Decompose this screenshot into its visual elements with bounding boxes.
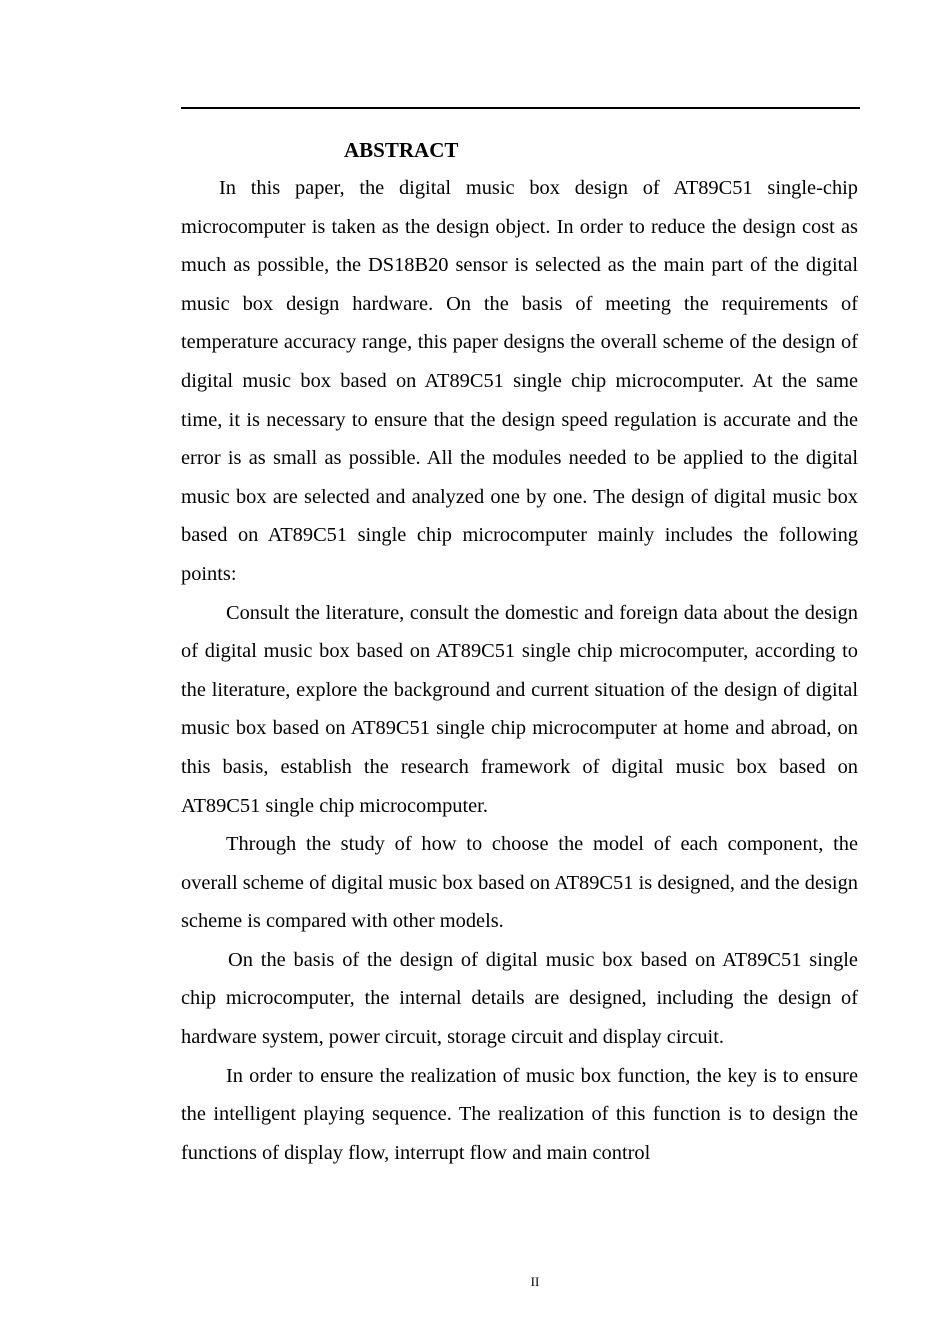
abstract-paragraph-2: Consult the literature, consult the domestic and foreign data about the design of digital music box based on AT89C51 single chip microcomputer, according to the literature, explore the background and current situation of the design of digital music box based on AT89C51 single chip microcomputer at home and abroad, on this basis, establish the research framework of digital music box based on AT89C51 single chip microcomputer. bbox=[181, 601, 858, 817]
abstract-paragraph-1: In this paper, the digital music box design of AT89C51 single-chip microcomputer is taken as the design object. In order to reduce the design cost as much as possible, the DS18B20 sensor is selected as the main part of the digital music box design hardware. On the basis of meeting the requirements of temperature accuracy range, this paper designs the overall scheme of the design of digital music box based on AT89C51 single chip microcomputer. At the same time, it is necessary to ensure that the design speed regulation is accurate and the error is as small as possible. All the modules needed to be applied to the digital music box are selected and analyzed one by one. The design of digital music box based on AT89C51 single chip microcomputer mainly includes the following points: bbox=[181, 177, 858, 585]
abstract-heading: ABSTRACT bbox=[344, 138, 459, 162]
abstract-paragraph-3: Through the study of how to choose the model of each component, the overall scheme of digital music box based on AT89C51 is designed, and the design scheme is compared with other models. bbox=[181, 833, 858, 933]
abstract-paragraph-4: On the basis of the design of digital music box based on AT89C51 single chip microcomputer, the internal details are designed, including the design of hardware system, power circuit, storage circuit and display circuit. bbox=[181, 948, 858, 1049]
page-number: II bbox=[530, 1274, 540, 1289]
abstract-body bbox=[181, 169, 858, 1172]
abstract-paragraph-5: In order to ensure the realization of music box function, the key is to ensure the intelligent playing sequence. The realization of this function is to design the functions of display flow, interrupt flow and main control bbox=[181, 1064, 858, 1164]
header-rule bbox=[181, 107, 860, 109]
